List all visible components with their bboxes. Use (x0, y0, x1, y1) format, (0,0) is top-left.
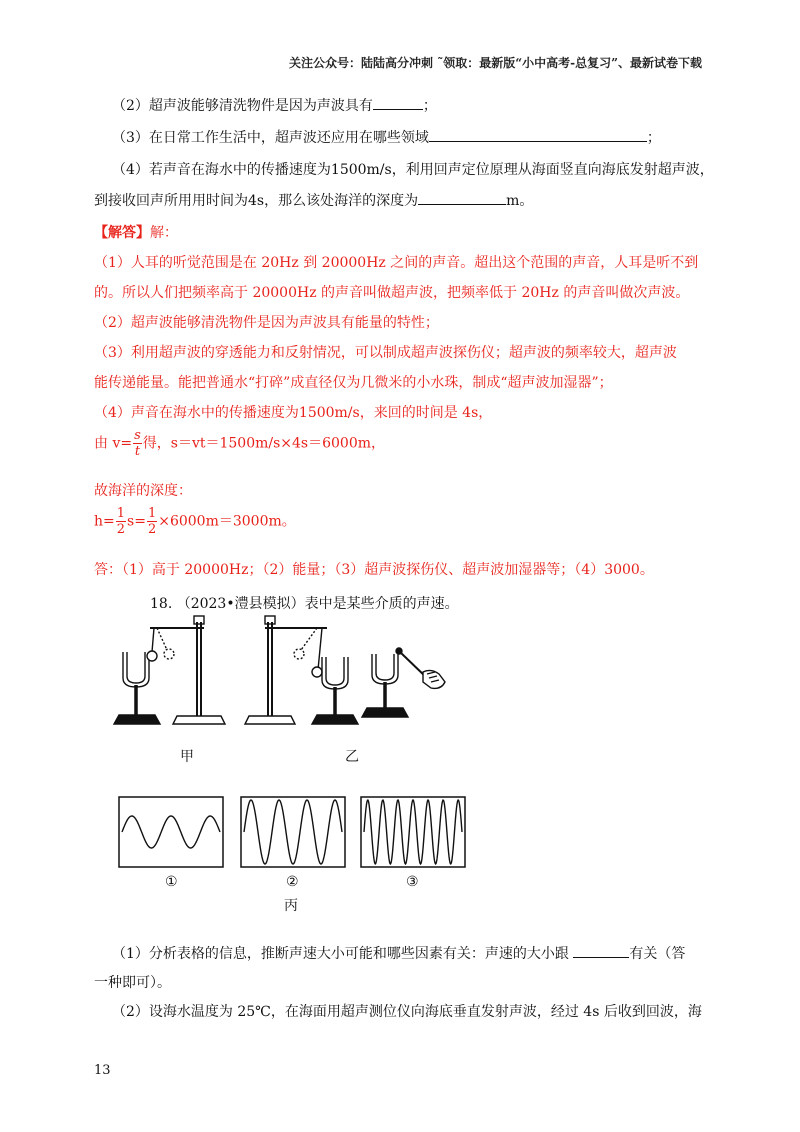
answer-p3-line1: （3）利用超声波的穿透能力和反射情况，可以制成超声波探伤仪；超声波的频率较大，超声波 (94, 345, 677, 361)
waveform-1 (118, 796, 224, 868)
answer-heading: 【解答】解： (94, 225, 178, 241)
q18-title: 18. （2023•澧县模拟）表中是某些介质的声速。 (150, 596, 459, 612)
figure-label-jia: 甲 (180, 749, 194, 765)
answer-p1-line2: 的。所以人们把频率高于 20000Hz 的声音叫做超声波，把频率低于 20Hz 的声音叫做次声波。 (94, 285, 690, 301)
q17-item4-line2: 到接收回声所用用时间为4s，那么该处海洋的深度为 m。 (94, 190, 533, 210)
q17-item4-line1: （4）若声音在海水中的传播速度为1500m/s，利用回声定位原理从海面竖直向海底发射超声波， (112, 162, 714, 178)
q18-sub1-line2: 一种即可）。 (94, 975, 171, 991)
waveform-label-2: ② (286, 874, 299, 890)
answer-blank[interactable] (418, 190, 506, 205)
answer-p4: （4）声音在海水中的传播速度为1500m/s，来回的时间是 4s， (94, 405, 493, 421)
answer-blank[interactable] (429, 127, 647, 142)
q18-sub2: （2）设海水温度为 25℃，在海面用超声测位仪向海底垂直发射声波，经过 4s 后收到回波，海 (112, 1004, 702, 1020)
answer-final: 答：（1）高于 20000Hz；（2）能量；（3）超声波探伤仪、超声波加湿器等；（4）3000。 (94, 562, 654, 578)
waveform-2 (240, 796, 346, 868)
waveform-label-3: ③ (406, 874, 419, 890)
answer-p1-line1: （1）人耳的听觉范围是在 20Hz 到 20000Hz 之间的声音。超出这个范围的声音，人耳是听不到 (94, 255, 699, 271)
answer-p2: （2）超声波能够清洗物件是因为声波具有能量的特性； (94, 315, 439, 331)
answer-formula-velocity: 由 v= $\frac{s}{t}$ 得，s＝vt＝1500m/s×4s＝6000m， (94, 428, 386, 459)
answer-blank[interactable] (573, 943, 629, 958)
answer-formula-depth: h= $\frac{1}{2}$ s= $\frac{1}{2}$ ×6000m＝3000m。 (94, 506, 296, 537)
answer-p3-line2: 能传递能量。能把普通水“打碎”成直径仅为几微米的小水珠，制成“超声波加湿器”； (94, 375, 613, 391)
q18-sub1-line1: （1）分析表格的信息，推断声速大小可能和哪些因素有关：声速的大小跟 有关（答 (112, 943, 685, 963)
answer-depth-label: 故海洋的深度： (94, 483, 192, 499)
waveform-3 (360, 796, 466, 868)
page-header: 关注公众号：陆陆高分冲刺 ˜领取：最新版“小中高考-总复习”、最新试卷下载 (289, 56, 702, 70)
figure-label-bing: 丙 (284, 898, 298, 914)
q17-item3: （3）在日常工作生活中，超声波还应用在哪些领域 ； (112, 127, 661, 147)
waveform-label-1: ① (165, 874, 178, 890)
struck-fork-apparatus (362, 648, 445, 717)
q17-item2: （2）超声波能够清洗物件是因为声波具有 ； (112, 95, 437, 115)
page-number: 13 (94, 1063, 111, 1078)
figure-label-yi: 乙 (345, 749, 359, 765)
answer-blank[interactable] (373, 95, 423, 110)
tuning-fork-figure (105, 612, 450, 740)
jia-apparatus (114, 616, 225, 724)
yi-apparatus (245, 616, 358, 724)
